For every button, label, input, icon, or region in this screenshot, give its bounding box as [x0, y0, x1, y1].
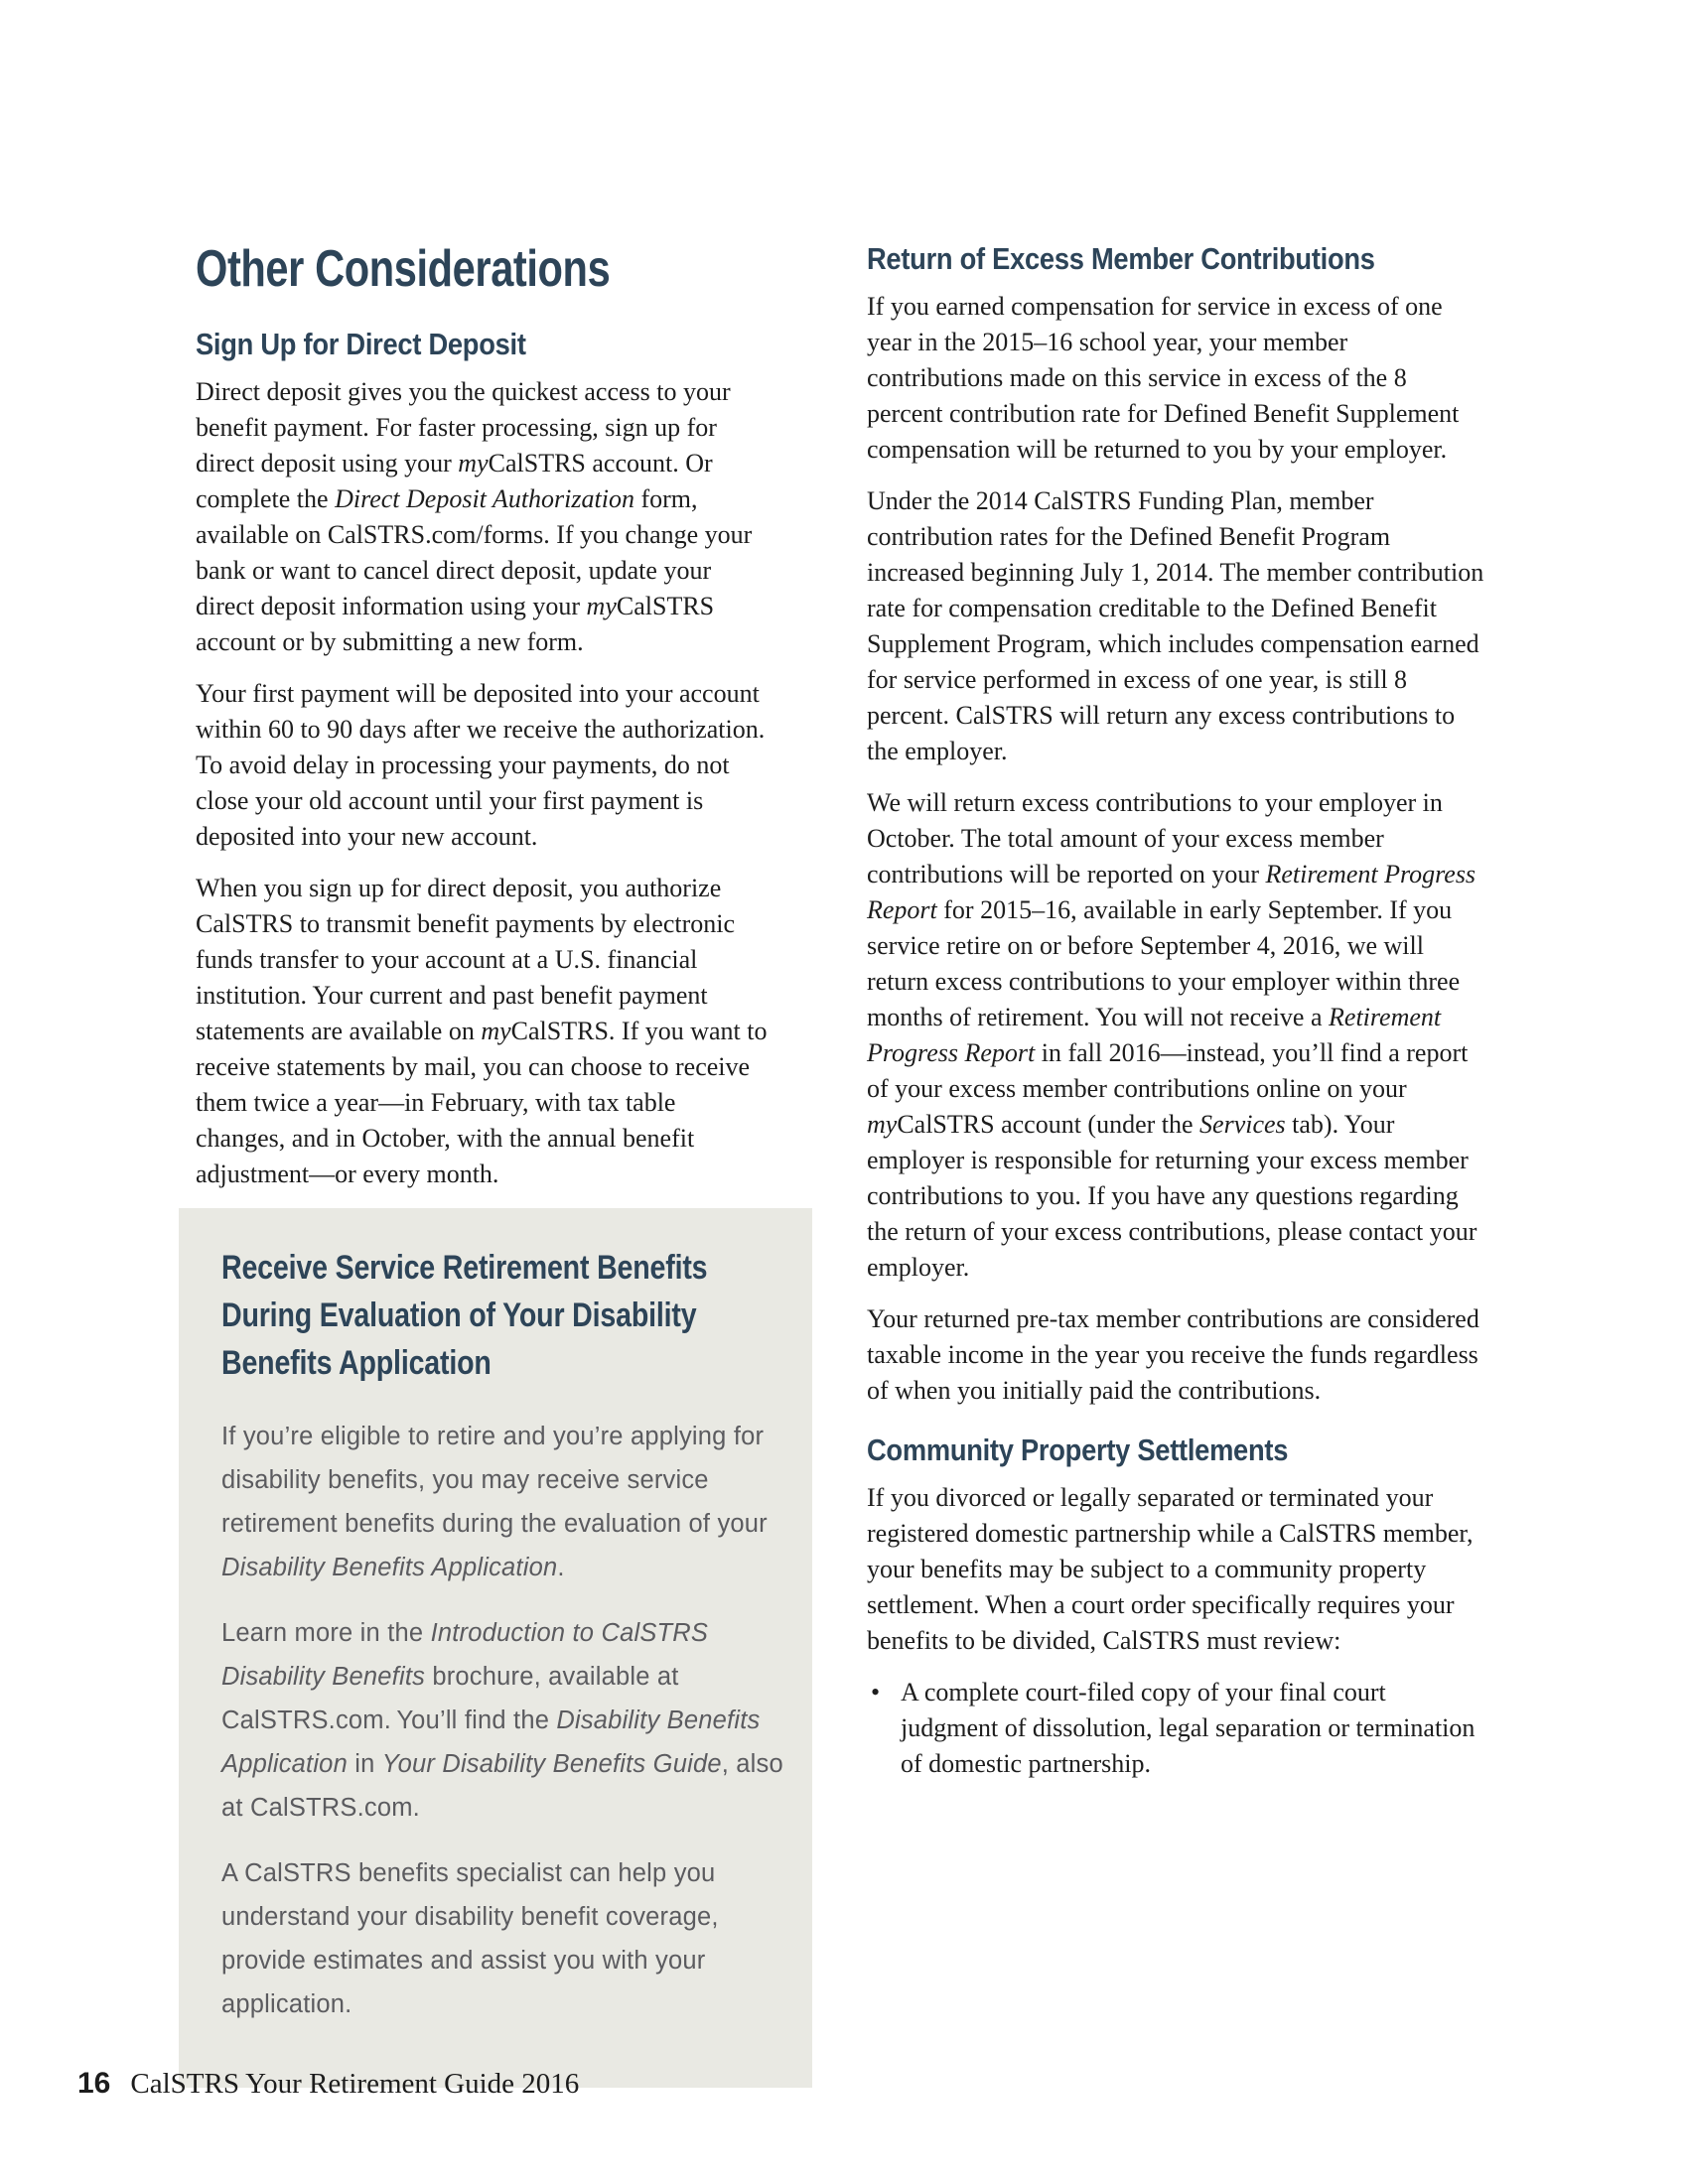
bullet-icon: •	[871, 1678, 881, 1706]
left-column	[196, 240, 783, 2088]
paragraph: We will return excess contributions to your employer in October. The total amount of your excess member contributions will be reported on your Retirement Progress Report for 2015–16, available in early September. If you service retire on or before September 4, 2016, we will return excess contributions to your employer within three months of retirement. You will not receive a Retirement Progress Report in fall 2016—instead, you’ll find a report of your excess member contributions online on your myCalSTRS account (under the Services tab). Your employer is responsible for returning your excess member contributions to you. If you have any questions regarding the return of your excess contributions, please contact your employer.	[867, 788, 1477, 1282]
paragraph: Direct deposit gives you the quickest access to your benefit payment. For faster processing, sign up for direct deposit using your myCalSTRS account. Or complete the Direct Deposit Authorization form, available on CalSTRS.com/forms. If you change your bank or want to cancel direct deposit, update your direct deposit information using your myCalSTRS account or by submitting a new form.	[196, 377, 753, 656]
callout-box-title: Receive Service Retirement Benefits During Evaluation of Your Disability Benefits Application	[221, 1249, 708, 1382]
paragraph: When you sign up for direct deposit, you authorize CalSTRS to transmit benefit payments by electronic funds transfer to your account at a U.S. financial institution. Your current and past benefit payment statements are available on myCalSTRS. If you want to receive statements by mail, you can choose to receive them twice a year—in February, with tax table changes, and in October, with the annual benefit adjustment—or every month.	[196, 874, 768, 1188]
list-item-text: A complete court-filed copy of your final court judgment of dissolution, legal separation or termination of domestic partnership.	[901, 1678, 1476, 1778]
list-item	[867, 1675, 1487, 1782]
paragraph: If you earned compensation for service in excess of one year in the 2015–16 school year, your member contributions made on this service in excess of the 8 percent contribution rate for Defined Benefit Supplement compensation will be returned to you by your employer.	[867, 292, 1460, 464]
page-number: 16	[77, 2067, 111, 2100]
paragraph: Your first payment will be deposited into your account within 60 to 90 days after we receive the authorization. To avoid delay in processing your payments, do not close your old account until your first payment is deposited into your new account.	[196, 679, 766, 851]
section-heading-community-property: Community Property Settlements	[867, 1433, 1289, 1467]
right-column	[867, 241, 1487, 1798]
paragraph: If you divorced or legally separated or terminated your registered domestic partnership while a CalSTRS member, your benefits may be subject to a community property settlement. When a court order specifically requires your benefits to be divided, CalSTRS must review:	[867, 1483, 1474, 1655]
page-title: Other Considerations	[196, 240, 611, 298]
page-footer	[77, 2067, 579, 2101]
section-heading-direct-deposit: Sign Up for Direct Deposit	[196, 327, 526, 361]
callout-paragraph: If you’re eligible to retire and you’re applying for disability benefits, you may receive service retirement benefits during the evaluation of your Disability Benefits Application.	[221, 1423, 768, 1581]
callout-paragraph: A CalSTRS benefits specialist can help you understand your disability benefit coverage, provide estimates and assist you with your application.	[221, 1859, 719, 2018]
paragraph: Under the 2014 CalSTRS Funding Plan, member contribution rates for the Defined Benefit Program increased beginning July 1, 2014. The member contribution rate for compensation creditable to the Defined Benefit Supplement Program, which includes compensation earned for service performed in excess of one year, is still 8 percent. CalSTRS will return any excess contributions to the employer.	[867, 486, 1484, 765]
callout-paragraph: Learn more in the Introduction to CalSTRS Disability Benefits brochure, available at CalSTRS.com. You’ll find the Disability Benefits Application in Your Disability Benefits Guide, also at CalSTRS.com.	[221, 1619, 783, 1822]
callout-box	[179, 1208, 812, 2088]
paragraph: Your returned pre-tax member contributions are considered taxable income in the year you receive the funds regardless of when you initially paid the contributions.	[867, 1304, 1479, 1405]
footer-guide-title: CalSTRS Your Retirement Guide 2016	[130, 2068, 580, 2100]
section-heading-excess-contributions: Return of Excess Member Contributions	[867, 241, 1375, 276]
bullet-list	[867, 1675, 1487, 1782]
